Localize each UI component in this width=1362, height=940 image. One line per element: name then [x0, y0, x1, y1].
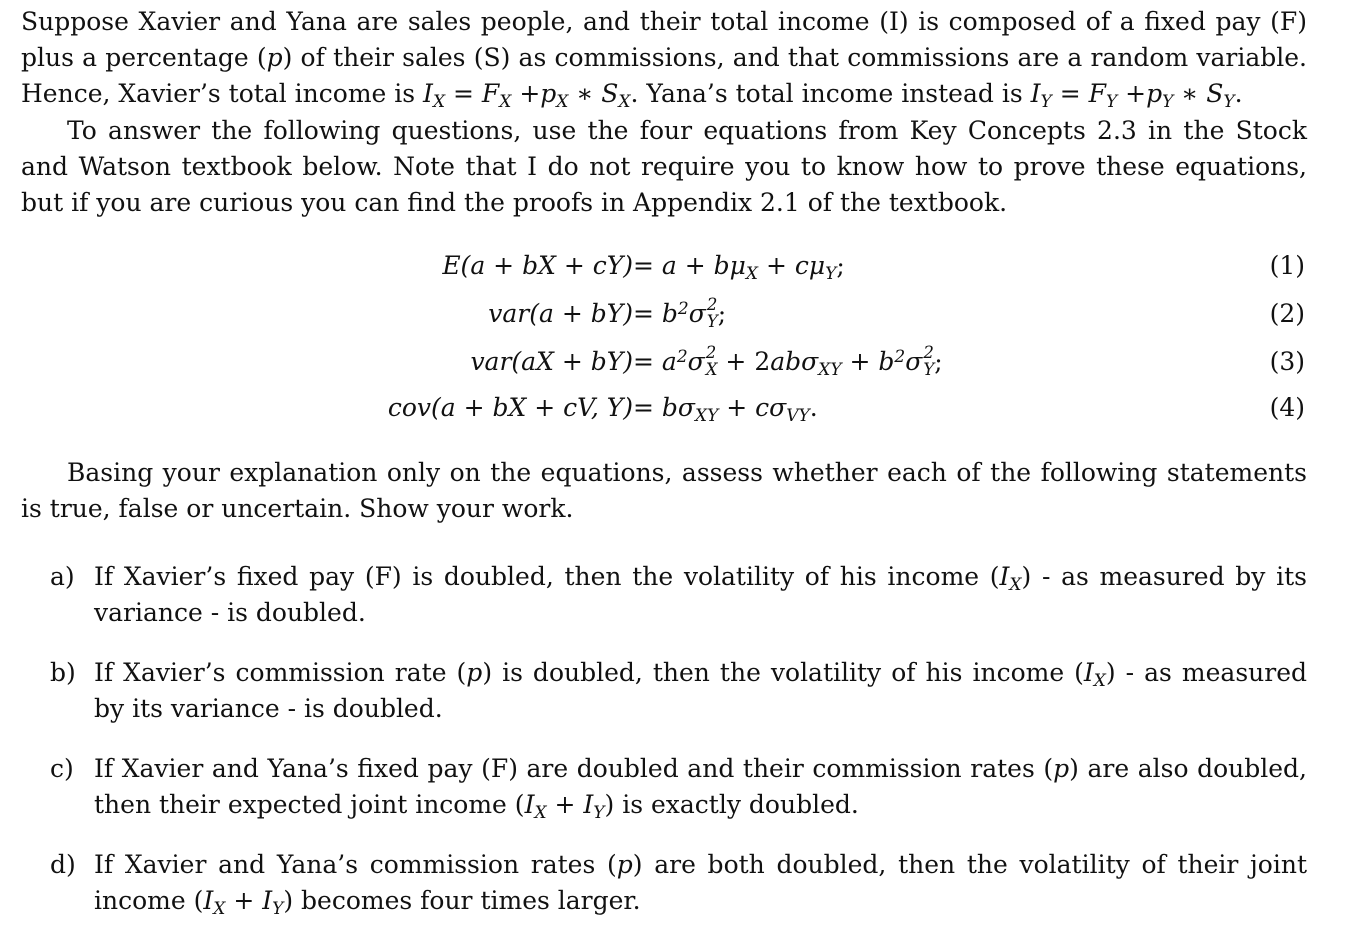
item-label: b): [50, 658, 76, 687]
list-item: b) If Xavier’s commission rate (p) is doubled, then the volatility of his income $(I_X)$ - as measured by its variance - is doubled.: [50, 655, 1307, 727]
item-label: a): [50, 562, 75, 591]
equation-number: (2): [1269, 299, 1305, 328]
equation-number: (3): [1269, 347, 1305, 376]
equation-number: (1): [1269, 251, 1305, 280]
instructions-paragraph-1: To answer the following questions, use the four equations from Key Concepts 2.3 in the Stock and Watson textbook below. Note that I do not require you to know how to prove these equations, but if you are curious you can find the proofs in Appendix 2.1 of the textbook.: [21, 116, 1307, 217]
intro-text-c: . Yana’s total income instead is: [630, 79, 1031, 108]
equation-4: cov(a + bX + cV, Y) = $b\sigma_{XY} + c\sigma_{VY}$. (4): [0, 388, 1362, 428]
yana-income-formula: $I_Y = F_Y +p_Y$ ∗ $S_Y$: [1030, 79, 1235, 112]
equation-1: E(a + bX + cY) = $a + b\mu_X + c\mu_Y$; (1): [0, 246, 1362, 286]
equation-block: [0, 246, 1362, 436]
list-item: c) If Xavier and Yana’s fixed pay (F) are doubled and their commission rates (p) are also doubled, then their expected joint income $(I_X + I_Y)$ is exactly doubled.: [50, 751, 1307, 823]
item-label: d): [50, 850, 76, 879]
intro-paragraph: Suppose Xavier and Yana are sales people, and their total income (I) is composed of a fixed pay (F) plus a percentage (p) of their sales (S) as commissions, and that commissions are a random variable. Hence, Xavier’s total income is $I_X = F_X +p_X$ ∗ $S_X$. Yana’s total income instead is $I_Y = F_Y +p_Y$ ∗ $S_Y$.: [21, 7, 1308, 112]
equation-2: var(a + bY) = $b^2\sigma$ 2 Y ; (2): [0, 294, 1362, 334]
list-item: a) If Xavier’s fixed pay (F) is doubled, then the volatility of his income $(I_X)$ - as measured by its variance - is doubled.: [50, 559, 1307, 631]
list-item: d) If Xavier and Yana’s commission rates (p) are both doubled, then the volatility of their joint income $(I_X + I_Y)$ becomes four times larger.: [50, 847, 1307, 919]
instructions-paragraph-2: Basing your explanation only on the equations, assess whether each of the following statements is true, false or uncertain. Show your work.: [21, 458, 1307, 523]
equation-3: var(aX + bY) = $a^2\sigma$ 2 X + $2ab\sigma_{XY} + b^2\sigma$ 2 Y ; (3): [0, 342, 1362, 382]
equation-number: (4): [1269, 393, 1305, 422]
item-label: c): [50, 754, 74, 783]
intro-text-b: ) of their sales (S) as commissions, and that commissions are a random variable. Hence, Xavier’s total income is: [21, 43, 1308, 108]
intro-text-a: Suppose Xavier and Yana are sales people, and their total income (I) is composed of a fixed pay (F) plus a percentage (: [21, 7, 1307, 72]
xavier-income-formula: $I_X = F_X +p_X$ ∗ $S_X$: [423, 79, 631, 112]
